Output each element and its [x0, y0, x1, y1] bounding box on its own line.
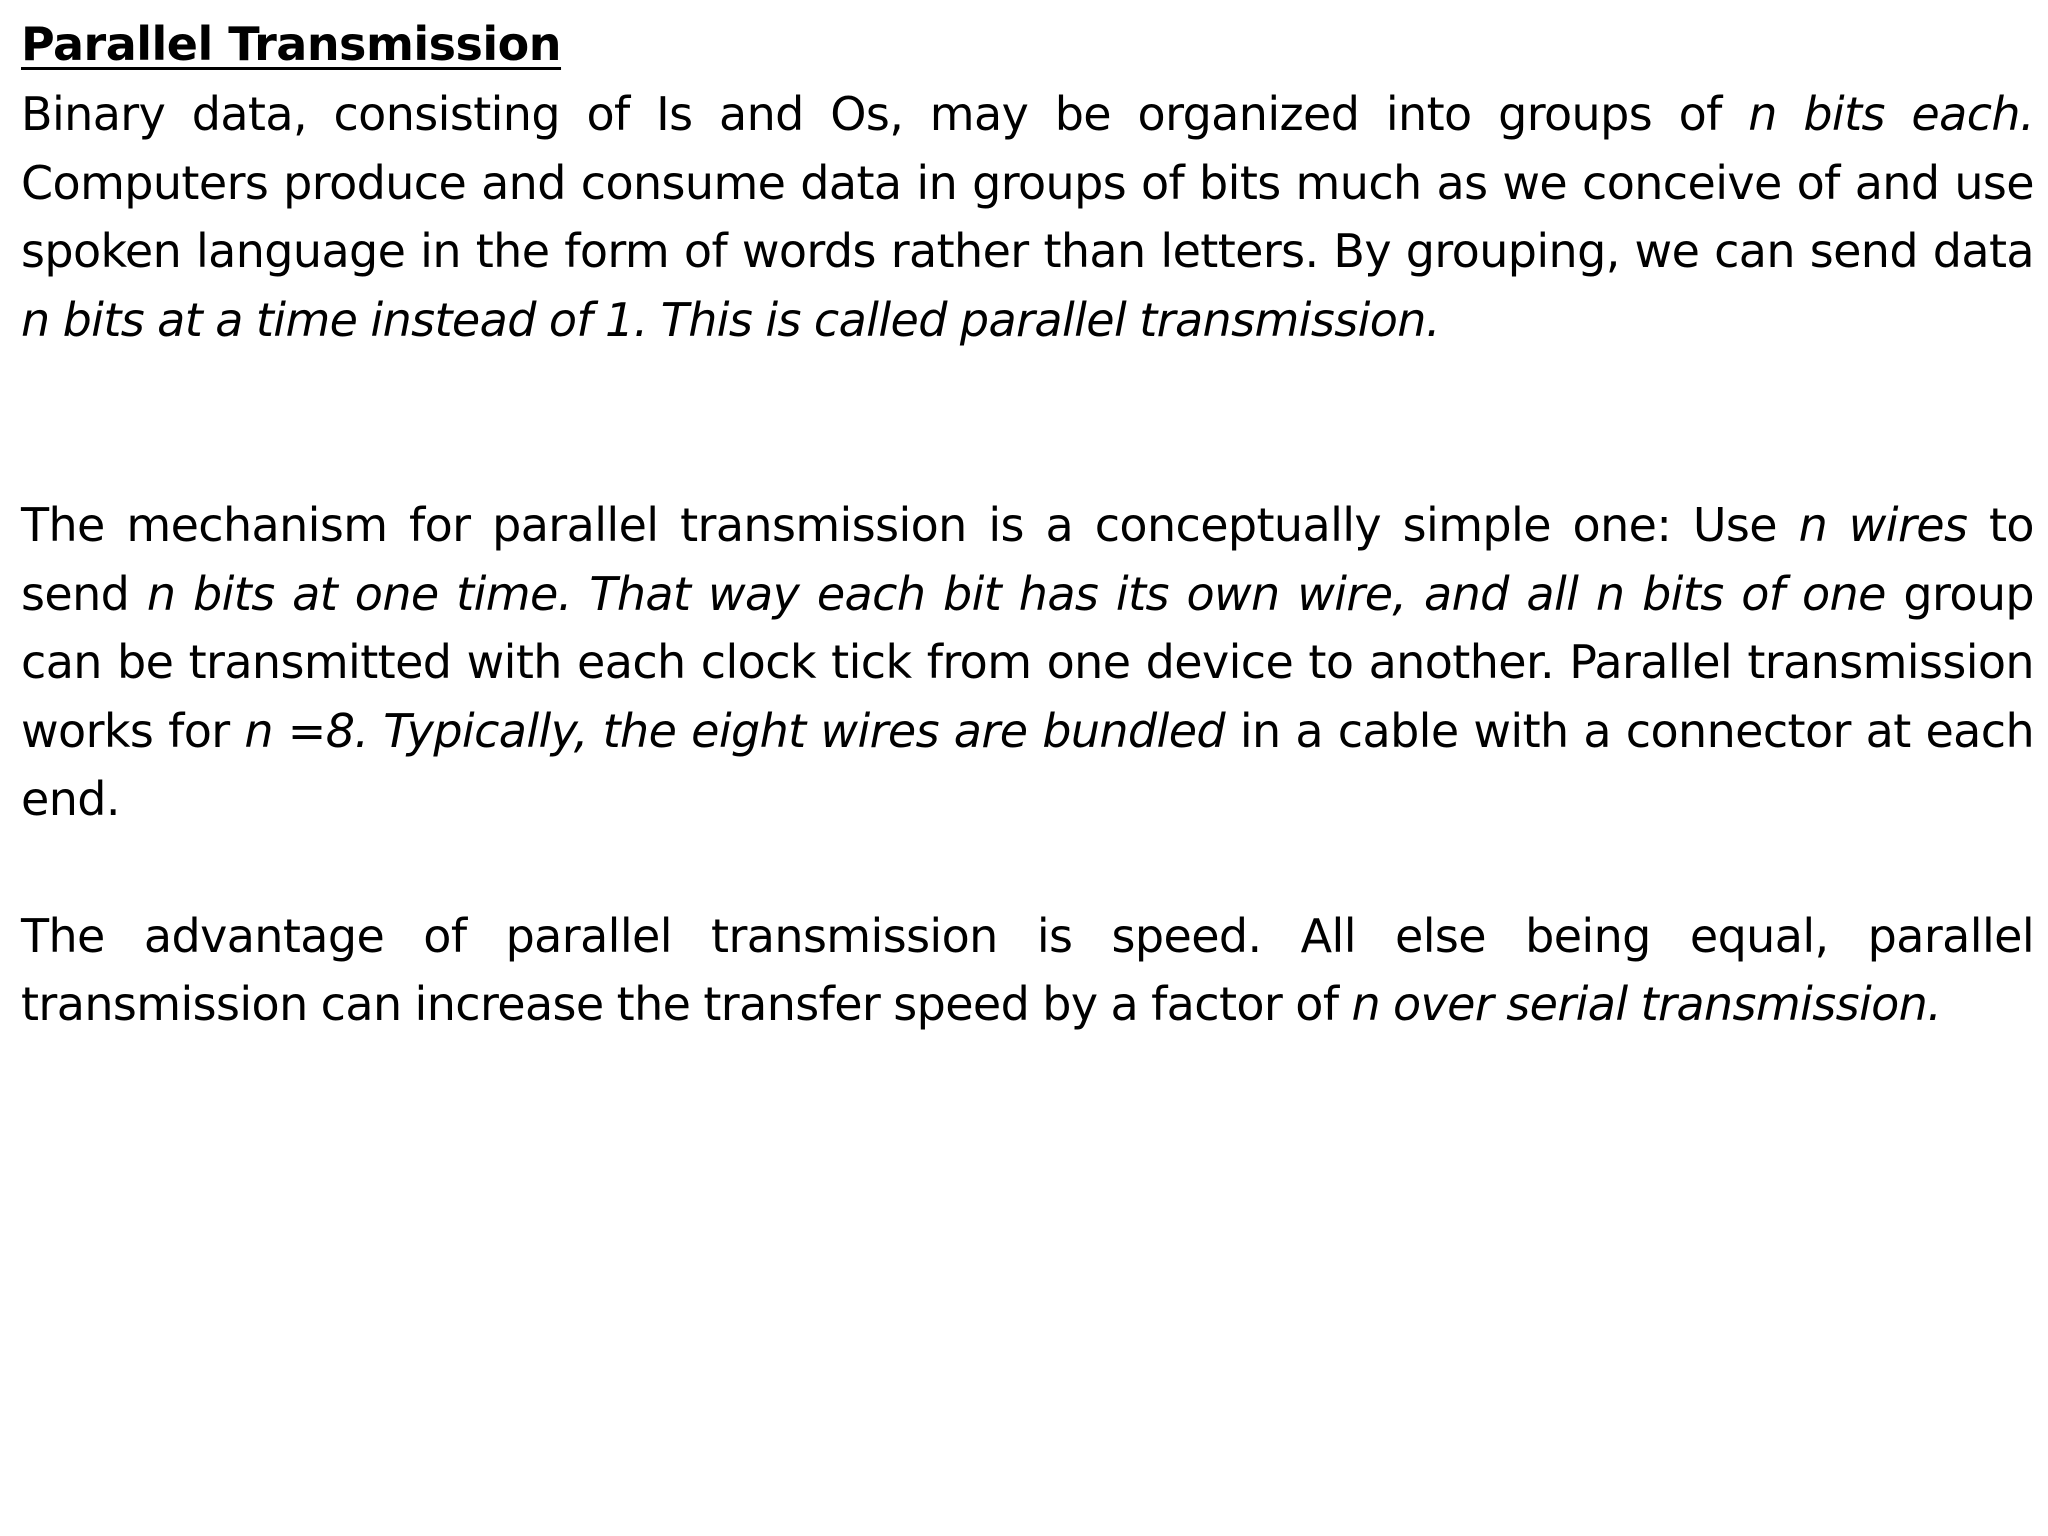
text-segment: The advantage of parallel transmission is speed. All else being equal, parallel transmission can increase the transfer speed by a factor of [21, 908, 2034, 1031]
text-segment-italic: n bits at one time. That way each bit has its own wire, and all n bits of one [146, 566, 1886, 621]
text-segment-italic: n bits at a time instead of 1. This is called parallel transmission. [21, 292, 1440, 347]
paragraph-advantage [21, 902, 2034, 1039]
paragraph-mechanism [21, 491, 2034, 834]
text-segment: Binary data, consisting of Is and Os, may be organized into groups of [21, 87, 1749, 141]
text-segment: group can be transmitted with each clock tick from one device to another. Parallel transmission works for [21, 566, 2035, 758]
page-title: Parallel Transmission [21, 17, 562, 71]
text-segment: The mechanism for parallel transmission is a conceptually simple one: Use [21, 498, 1799, 552]
text-segment: to send [21, 498, 2034, 621]
text-segment-italic: n bits each. [1748, 87, 2034, 141]
text-segment: in a cable with a connector at each end. [21, 703, 2035, 826]
text-segment-italic: n =8. Typically, the eight wires are bundled [244, 703, 1226, 758]
text-segment: Computers produce and consume data in groups of bits much as we conceive of and use spoken language in the form of words rather than letters. By grouping, we can send data [21, 155, 2034, 278]
text-segment-italic: n wires [1798, 498, 1968, 552]
paragraph-binary-data [21, 80, 2034, 354]
text-segment-italic: n over serial transmission. [1351, 977, 1942, 1031]
